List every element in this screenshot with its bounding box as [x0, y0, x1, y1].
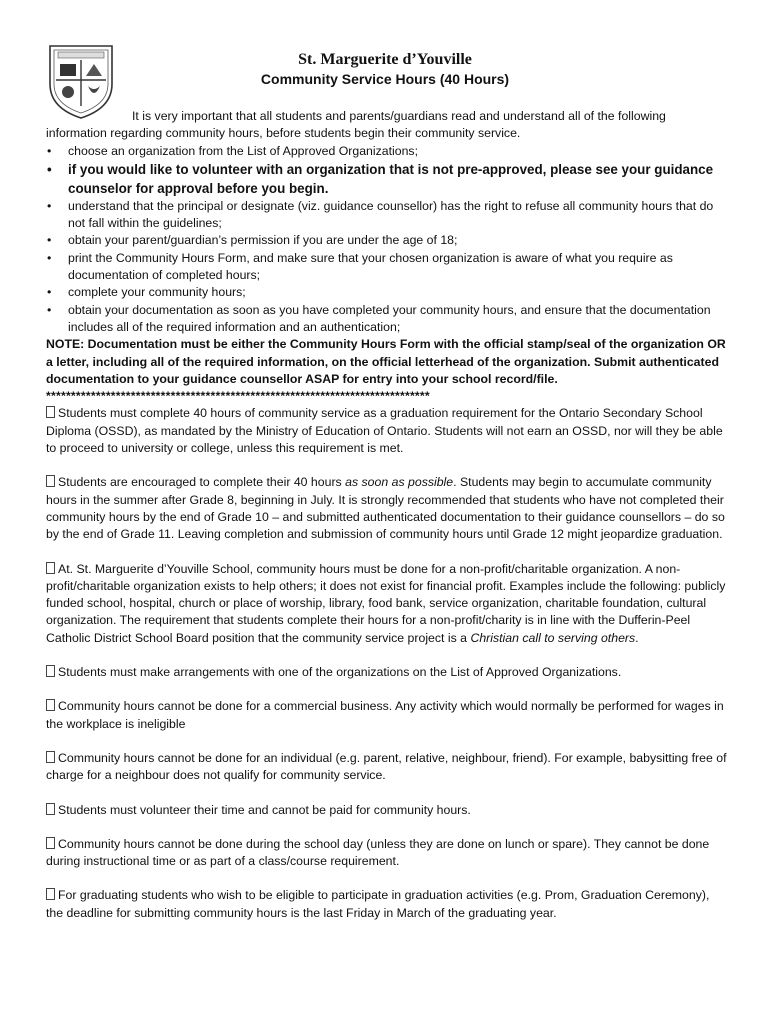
note-paragraph: NOTE: Documentation must be either the Community Hours Form with the official stamp/seal of the organization OR a letter, including all of the required information, on the official letterhead of the organization. Submit authenticated documentation to your guidance counsellor ASAP for entry into your school record/file.: [46, 337, 726, 386]
checkbox-glyph-icon: [46, 699, 55, 711]
checkbox-glyph-icon: [46, 406, 55, 418]
bullet-icon: •: [47, 143, 52, 158]
bullet-icon: •: [47, 302, 52, 317]
list-item: • understand that the principal or designate (viz. guidance counsellor) has the right to refuse all community hours that do not fall within the guidelines;: [47, 198, 714, 231]
bullet-icon: •: [47, 161, 52, 177]
intro-paragraph: It is very important that all students and parents/guardians read and understand all of the following information regarding community hours, before students begin their community service.: [46, 109, 666, 141]
paragraph-approved-list: Students must make arrangements with one of the organizations on the List of Approved Organizations.: [46, 664, 728, 681]
bullet-icon: •: [47, 285, 52, 300]
document-title: Community Service Hours (40 Hours): [260, 71, 510, 87]
requirements-list: [46, 143, 728, 337]
checkbox-glyph-icon: [46, 803, 55, 815]
list-item: • if you would like to volunteer with an organization that is not pre-approved, please see your guidance counselor for approval before you begin.: [47, 161, 714, 196]
paragraph-timing: Students are encouraged to complete their 40 hours as soon as possible. Students may begin to accumulate community hours in the summer after Grade 8, beginning in July. It is strongly recommended that students who have not completed their community hours by the end of Grade 10 – and submitted authenticated documentation to their guidance counsellors – do so by the end of Grade 11. Leaving completion and submission of community hours until Grade 12 might jeopardize graduation.: [46, 475, 725, 542]
checkbox-glyph-icon: [46, 837, 55, 849]
paragraph-graduation-requirement: Students must complete 40 hours of community service as a graduation requirement for the Ontario Secondary School Diploma (OSSD), as mandated by the Ministry of Education of Ontario. Students will not earn an OSSD, nor will they be able to proceed to university or college, unless this requirement is met.: [46, 406, 723, 456]
paragraph-school-day: Community hours cannot be done during the school day (unless they are done on lunch or spare). They cannot be done during instructional time or as part of a class/course requirement.: [46, 836, 710, 869]
list-item: • print the Community Hours Form, and make sure that your chosen organization is aware of what you require as documentation of completed hours;: [47, 250, 673, 283]
list-item: • obtain your documentation as soon as you have completed your community hours, and ensure that the documentation includes all of the required information and an authentication;: [47, 302, 711, 334]
list-item: • obtain your parent/guardian’s permission if you are under the age of 18;: [46, 232, 728, 249]
checkbox-glyph-icon: [46, 475, 55, 487]
paragraph-volunteer: Students must volunteer their time and cannot be paid for community hours.: [46, 802, 728, 819]
bullet-icon: •: [47, 198, 52, 213]
document-body: [46, 108, 728, 922]
checkbox-glyph-icon: [46, 665, 55, 677]
school-name: St. Marguerite d’Youville: [298, 51, 472, 68]
separator-line: *****************************************************************************: [46, 389, 430, 404]
document-header: [0, 50, 770, 88]
bullet-icon: •: [47, 233, 52, 248]
checkbox-glyph-icon: [46, 562, 55, 574]
paragraph-individual: Community hours cannot be done for an individual (e.g. parent, relative, neighbour, friend). For example, babysitting free of charge for a neighbour does not qualify for community service.: [46, 750, 727, 783]
checkbox-glyph-icon: [46, 888, 55, 900]
bullet-icon: •: [47, 250, 52, 265]
list-item: • choose an organization from the List of Approved Organizations;: [46, 143, 728, 160]
paragraph-deadline: For graduating students who wish to be eligible to participate in graduation activities (e.g. Prom, Graduation Ceremony), the deadline for submitting community hours is the last Friday in March of the graduating year.: [46, 888, 710, 920]
checkbox-glyph-icon: [46, 751, 55, 763]
list-item: • complete your community hours;: [46, 284, 728, 301]
paragraph-commercial: Community hours cannot be done for a commercial business. Any activity which would normally be performed for wages in the workplace is ineligible: [46, 699, 724, 731]
paragraph-non-profit: At. St. Marguerite d’Youville School, community hours must be done for a non-profit/charitable organization. A non-profit/charitable organization exists to help others; it does not exist for financial profit. Examples include the following: publicly funded school, hospital, church or place of worship, library, food bank, service organization, charitable foundation, cultural organization. The requirement that students complete their hours for a non-profit/charity is in line with the Dufferin-Peel Catholic District School Board position that the community service project is a Christian call to serving others.: [46, 561, 726, 645]
